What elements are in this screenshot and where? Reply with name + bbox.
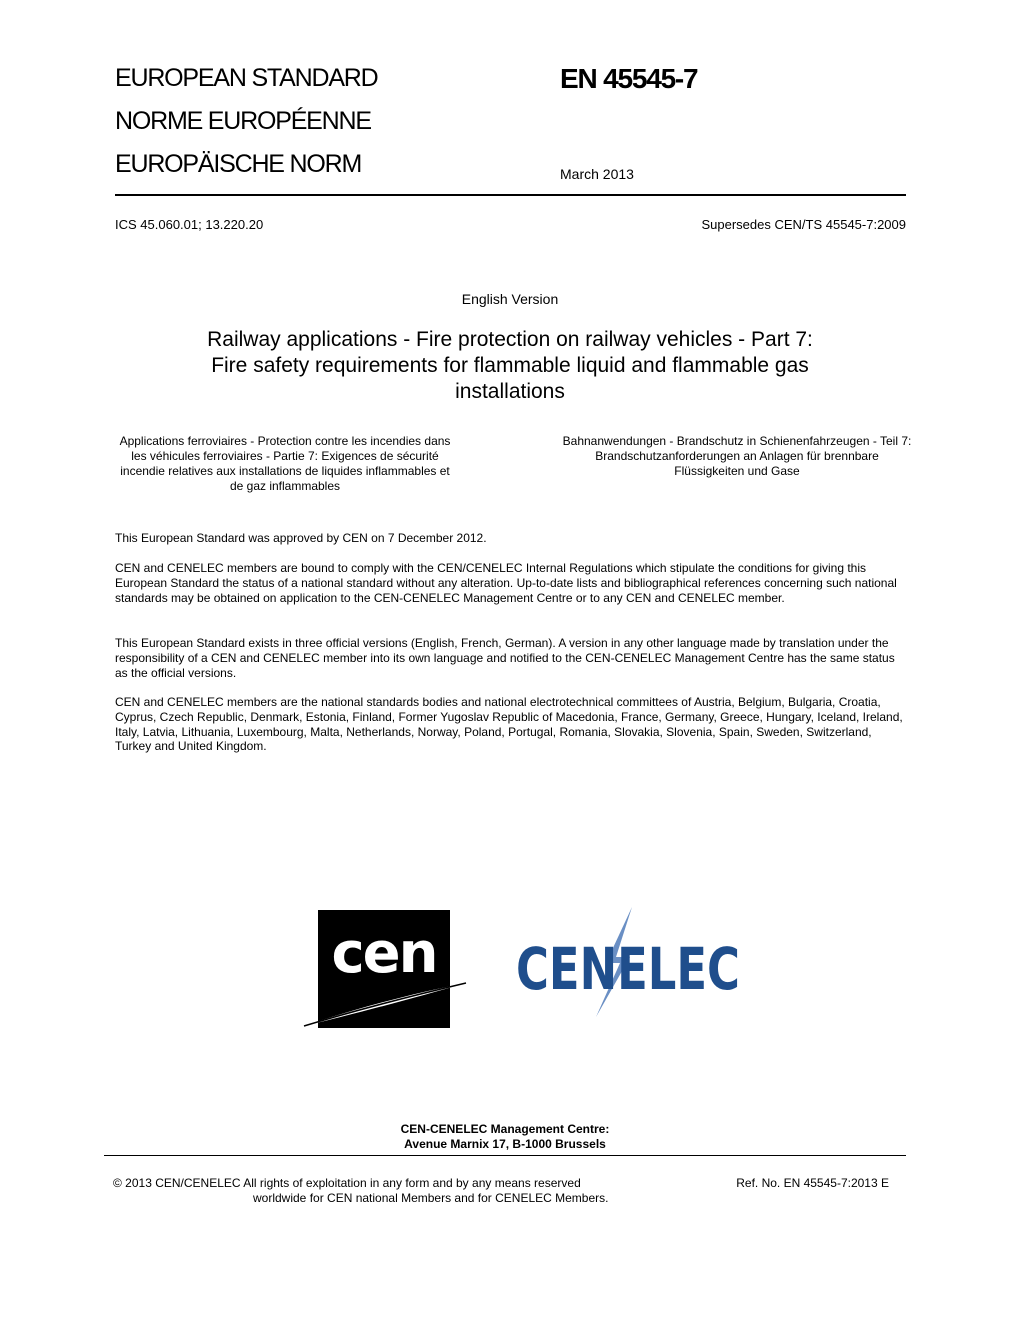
supersedes-note: Supersedes CEN/TS 45545-7:2009 xyxy=(701,217,906,232)
cenelec-logo-text: CENELEC xyxy=(516,935,740,1003)
document-title-french: Applications ferroviaires - Protection contre les incendies dans les véhicules ferroviaires - Partie 7: Exigences de sécurité incendie relatives aux installations de liquides inflammables et de gaz inflammables xyxy=(119,434,451,493)
cen-logo xyxy=(300,905,470,1030)
document-title: Railway applications - Fire protection on railway vehicles - Part 7: Fire safety requirements for flammable liquid and flammable gas installations xyxy=(207,328,813,403)
reference-number: Ref. No. EN 45545-7:2013 E xyxy=(736,1176,889,1190)
management-centre-street: Avenue Marnix 17, B-1000 Brussels xyxy=(404,1137,606,1151)
compliance-paragraph: CEN and CENELEC members are bound to comply with the CEN/CENELEC Internal Regulations which stipulate the conditions for giving this European Standard the status of a national standard without any alteration. Up-to-date lists and bibliographical references concerning such national standards may be obtained on application to the CEN-CENELEC Management Centre or to any CEN and CENELEC member. xyxy=(115,561,897,605)
copyright-line-1: © 2013 CEN/CENELEC All rights of exploitation in any form and by any means reserved xyxy=(113,1176,581,1190)
members-paragraph: CEN and CENELEC members are the national standards bodies and national electrotechnical committees of Austria, Belgium, Bulgaria, Croatia, Cyprus, Czech Republic, Denmark, Estonia, Finland, Former Yugoslav Republic of Macedonia, France, Germany, Greece, Hungary, Iceland, Ireland, Italy, Latvia, Lithuania, Luxembourg, Malta, Netherlands, Norway, Poland, Portugal, Romania, Slovakia, Slovenia, Spain, Sweden, Switzerland, Turkey and United Kingdom. xyxy=(115,695,903,754)
standard-title-fr: NORME EUROPÉENNE xyxy=(115,107,371,135)
ics-codes: ICS 45.060.01; 13.220.20 xyxy=(115,217,264,232)
cenelec-logo xyxy=(514,905,744,1025)
versions-paragraph: This European Standard exists in three official versions (English, French, German). A version in any other language made by translation under the responsibility of a CEN and CENELEC member into its own language and notified to the CEN-CENELEC Management Centre has the same status as the official versions. xyxy=(115,636,895,680)
standard-title-de: EUROPÄISCHE NORM xyxy=(115,150,362,178)
management-centre-name: CEN-CENELEC Management Centre: xyxy=(400,1122,610,1136)
language-version: English Version xyxy=(461,291,559,307)
document-number: EN 45545-7 xyxy=(560,63,698,94)
header-divider xyxy=(115,194,906,196)
standard-title-en: EUROPEAN STANDARD xyxy=(115,64,378,92)
cen-logo-text: cen xyxy=(331,921,437,986)
copyright-notice xyxy=(113,1176,673,1206)
document-title-german: Bahnanwendungen - Brandschutz in Schienenfahrzeugen - Teil 7: Brandschutzanforderungen an Anlagen für brennbare Flüssigkeiten und Gase xyxy=(562,434,912,478)
footer-divider xyxy=(104,1155,906,1156)
copyright-line-2: worldwide for CEN national Members and for CENELEC Members. xyxy=(253,1191,609,1205)
publication-date: March 2013 xyxy=(560,166,634,182)
approval-paragraph: This European Standard was approved by CEN on 7 December 2012. xyxy=(115,531,487,545)
management-centre-address xyxy=(0,1122,1010,1152)
